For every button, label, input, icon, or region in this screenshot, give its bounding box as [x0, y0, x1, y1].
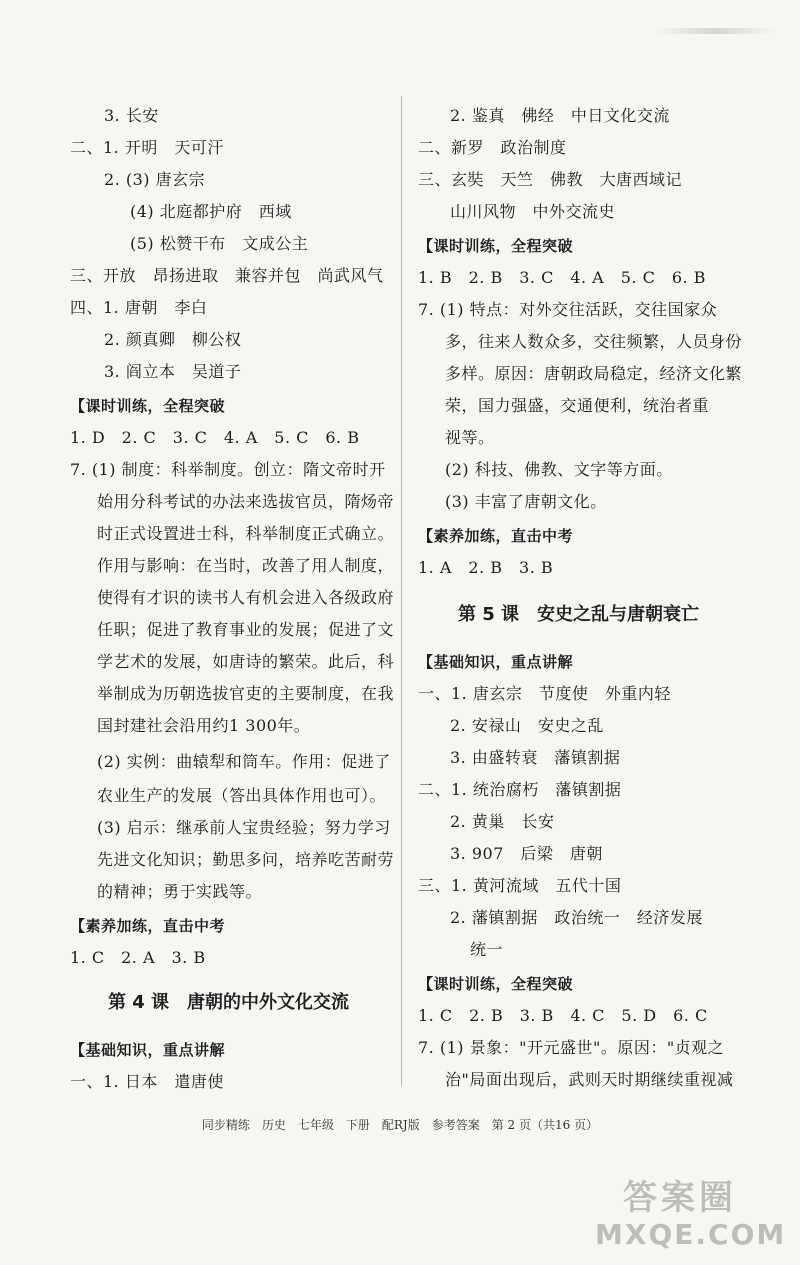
right-answer-line: 3. 由盛转衰 藩镇割据 — [450, 748, 621, 767]
left-answer-line: (4) 北庭都护府 西域 — [130, 202, 292, 221]
left-answer-line: 始用分科考试的办法来选拔官员，隋炀帝 — [97, 492, 395, 511]
left-answer-line: 任职；促进了教育事业的发展；促进了文 — [97, 620, 395, 639]
page-smudge — [655, 28, 775, 34]
right-answer-line: 山川风物 中外交流史 — [450, 202, 616, 221]
left-answer-line: 时正式设置进士科，科举制度正式确立。 — [97, 524, 395, 543]
right-answer-line: 1. B 2. B 3. C 4. A 5. C 6. B — [418, 268, 706, 287]
page-footer: 同步精练 历史 七年级 下册 配RJ版 参考答案 第 2 页（共16 页） — [201, 1118, 599, 1132]
right-section-label: 【素养加练，直击中考 — [418, 527, 574, 545]
left-answer-line: 农业生产的发展（答出具体作用也可）。 — [97, 786, 387, 805]
left-answer-line: 先进文化知识；勤思多问，培养吃苦耐劳 — [97, 850, 395, 869]
left-answer-line: 举制成为历朝选拔官吏的主要制度，在我 — [97, 684, 395, 703]
left-section-label: 【素养加练，直击中考 — [70, 917, 226, 935]
left-section-label: 【基础知识，重点讲解 — [70, 1041, 226, 1059]
left-answer-line: 1. D 2. C 3. C 4. A 5. C 6. B — [70, 428, 360, 447]
left-answer-line: 1. C 2. A 3. B — [70, 948, 206, 967]
right-answer-line: 2. 黄巢 长安 — [450, 812, 555, 831]
left-answer-line: (3) 启示：继承前人宝贵经验；努力学习 — [97, 818, 391, 837]
right-answer-line: 统一 — [470, 940, 504, 959]
left-answer-line: (5) 松赞干布 文成公主 — [130, 234, 309, 253]
right-answer-line: 视等。 — [445, 428, 495, 447]
right-answer-line: 荣，国力强盛，交通便利，统治者重 — [445, 396, 710, 415]
right-answer-line: 1. A 2. B 3. B — [418, 558, 554, 577]
left-answer-line: 2. (3) 唐玄宗 — [104, 170, 206, 189]
right-answer-line: 二、新罗 政治制度 — [418, 138, 567, 157]
left-answer-line: 三、开放 昂扬进取 兼容并包 尚武风气 — [70, 266, 384, 285]
right-lesson-heading: 第 5 课 安史之乱与唐朝衰亡 — [458, 604, 700, 625]
left-answer-line: 3. 阎立本 吴道子 — [104, 362, 242, 381]
left-answer-line: 国封建社会沿用约1 300年。 — [97, 716, 311, 735]
left-answer-line: 7. (1) 制度：科举制度。创立：隋文帝时开 — [70, 460, 386, 479]
right-answer-line: 7. (1) 景象："开元盛世"。原因："贞观之 — [418, 1038, 725, 1057]
right-answer-line: 2. 鉴真 佛经 中日文化交流 — [450, 106, 670, 125]
watermark-text-top: 答案圈 — [623, 1178, 737, 1218]
right-answer-line: 二、1. 统治腐朽 藩镇割据 — [418, 780, 622, 799]
left-answer-line: 一、1. 日本 遣唐使 — [70, 1072, 224, 1091]
right-section-label: 【课时训练，全程突破 — [418, 237, 574, 255]
right-answer-line: 治"局面出现后，武则天时期继续重视减 — [445, 1070, 734, 1089]
left-answer-line: 四、1. 唐朝 李白 — [70, 298, 208, 317]
right-answer-line: 一、1. 唐玄宗 节度使 外重内轻 — [418, 684, 671, 703]
right-answer-line: 三、1. 黄河流域 五代十国 — [418, 876, 622, 895]
left-answer-line: 的精神；勇于实践等。 — [97, 882, 263, 901]
right-section-label: 【课时训练，全程突破 — [418, 975, 574, 993]
right-answer-line: (3) 丰富了唐朝文化。 — [445, 492, 607, 511]
right-answer-line: 1. C 2. B 3. B 4. C 5. D 6. C — [418, 1006, 708, 1025]
right-answer-line: (2) 科技、佛教、文字等方面。 — [445, 460, 673, 479]
right-answer-line: 2. 安禄山 安史之乱 — [450, 716, 604, 735]
right-section-label: 【基础知识，重点讲解 — [418, 653, 574, 671]
right-answer-line: 三、玄奘 天竺 佛教 大唐西域记 — [418, 170, 683, 189]
watermark-text-bottom: MXQE.COM — [595, 1218, 787, 1251]
right-answer-line: 3. 907 后梁 唐朝 — [450, 844, 603, 863]
left-answer-line: 2. 颜真卿 柳公权 — [104, 330, 242, 349]
left-answer-line: (2) 实例：曲辕犁和筒车。作用：促进了 — [97, 752, 391, 771]
left-answer-line: 3. 长安 — [104, 106, 159, 125]
right-answer-line: 多样。原因：唐朝政局稳定，经济文化繁 — [445, 364, 743, 383]
right-answer-line: 2. 藩镇割据 政治统一 经济发展 — [450, 908, 703, 927]
left-answer-line: 学艺术的发展，如唐诗的繁荣。此后，科 — [97, 652, 395, 671]
right-answer-line: 7. (1) 特点：对外交往活跃，交往国家众 — [418, 300, 718, 319]
left-section-label: 【课时训练，全程突破 — [70, 397, 226, 415]
left-answer-line: 二、1. 开明 天可汗 — [70, 138, 224, 157]
column-divider — [401, 96, 402, 1086]
watermark-logo — [595, 1170, 795, 1260]
left-answer-line: 作用与影响：在当时，改善了用人制度， — [97, 556, 395, 575]
left-lesson-heading: 第 4 课 唐朝的中外文化交流 — [108, 992, 350, 1013]
left-answer-line: 使得有才识的读书人有机会进入各级政府 — [97, 588, 395, 607]
right-answer-line: 多，往来人数众多，交往频繁，人员身份 — [445, 332, 743, 351]
